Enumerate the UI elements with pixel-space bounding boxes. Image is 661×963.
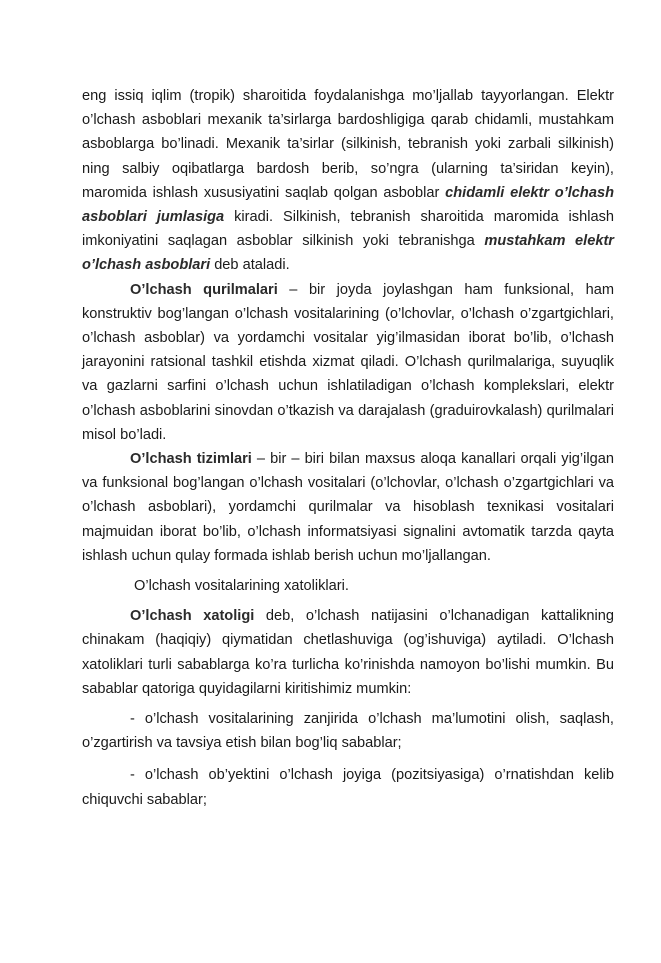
document-page	[82, 84, 614, 812]
paragraph-text: eng issiq iqlim (tropik) sharoitida foydalanishga mo’ljallab tayyorlangan. Elektr o’lchash asboblari mexanik ta’sirlarga bardoshligiga qarab chidamli, mustahkam asboblarga bo’linadi. Mexanik ta’sirlar (silkinish, tebranish yoki zarbali silkinish) ning salbiy oqibatlarga bardosh berib, so’ngra (ularning ta’siridan keyin), maromida ishlash xususiyatini saqlab qolgan asboblar	[82, 88, 614, 201]
list-item: - o’lchash vositalarining zanjirida o’lchash ma’lumotini olish, saqlash, o’zgartirish va tavsiya etish bilan bog’liq sabablar;	[82, 711, 614, 752]
paragraph-measuring-installations	[82, 278, 614, 447]
paragraph-text: – bir joyda joylashgan ham funksional, ham konstruktiv bog’langan o’lchash vositalarining (o’lchovlar, o’lchash o’zgartgichlari, o’lchash asboblar) va yordamchi vositalar yig’ilmasidan iborat bo’lib, o’lchash jarayonini ratsional tashkil etishda xizmat qiladi. O’lchash qurilmalariga, suyuqlik va gazlarni sarfini o’lchash uchun ishlatiladigan o’lchash komplekslari, elektr o’lchash asboblarini sinovdan o’tkazish va darajalash (graduirovkalash) qurilmalari misol bo’ladi.	[82, 281, 614, 443]
term-measuring-installations: O’lchash qurilmalari	[130, 281, 278, 298]
paragraph-durability	[82, 84, 614, 278]
section-heading: O’lchash vositalarining xatoliklari.	[134, 578, 349, 595]
term-durable-instruments: chidamli elektr o’lchash asboblari jumlasiga	[82, 184, 614, 226]
paragraph-text: deb, o’lchash natijasini o’lchanadigan kattalikning chinakam (haqiqiy) qiymatidan chetlashuviga (og’ishuviga) aytiladi. O’lchash xatoliklari turli sabablarga ko’ra turlicha ko’rinishda namoyon bo’lishi mumkin. Bu sabablar qatoriga quyidagilarni kiritishimiz mumkin:	[82, 608, 615, 697]
paragraph-text: – bir – biri bilan maxsus aloqa kanallari orqali yig’ilgan va funksional bog’langan o’lchash vositalari (o’lchovlar, o’lchash o’zgartgichlari va o’lchash asboblari), yordamchi qurilmalar va hisoblash texnikasi vositalari majmuidan iborat bo’lib, o’lchash informatsiyasi signalini avtomatik tarzda qayta ishlash uchun qulay formada ishlab berish uchun mo’ljallangan.	[82, 451, 614, 564]
term-measuring-systems: O’lchash tizimlari	[130, 451, 252, 468]
paragraph-measuring-systems	[82, 447, 614, 568]
term-robust-instruments: mustahkam elektr o’lchash asboblari	[82, 233, 614, 274]
paragraph-text: kiradi. Silkinish, tebranish sharoitida maromida ishlash imkoniyatini saqlagan asboblar silkinish yoki tebranishga	[82, 209, 614, 250]
term-measurement-error: O’lchash xatoligi	[130, 608, 255, 625]
paragraph-text: deb ataladi.	[210, 257, 290, 274]
spacer	[82, 755, 614, 763]
list-item: - o’lchash ob’yektini o’lchash joyiga (pozitsiyasiga) o’rnatishdan kelib chiquvchi sabablar;	[82, 767, 614, 808]
paragraph-measurement-error	[82, 604, 614, 701]
